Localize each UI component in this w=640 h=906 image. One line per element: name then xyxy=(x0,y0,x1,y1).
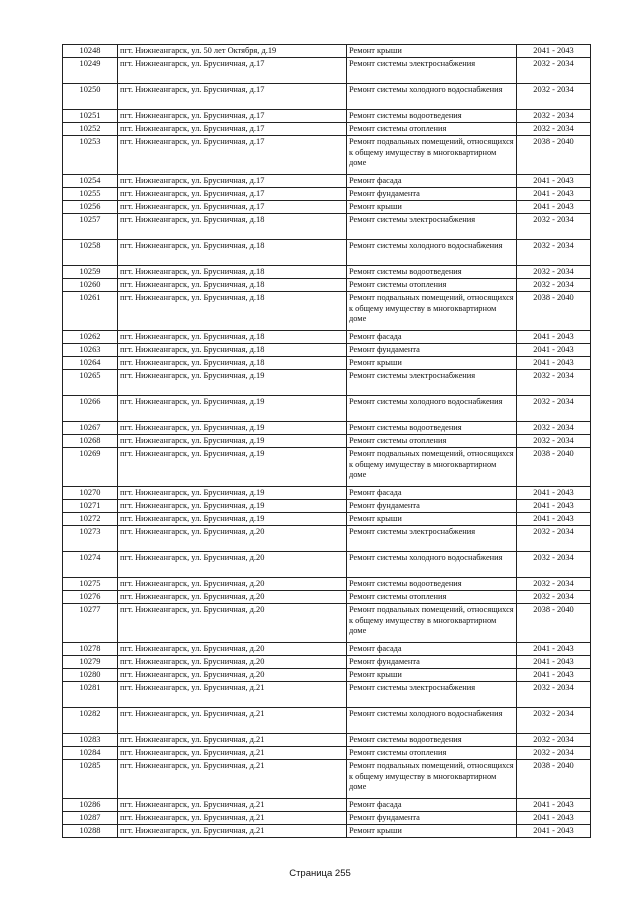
work-type-cell: Ремонт подвальных помещений, относящихся к общему имуществу в многоквартирном доме xyxy=(347,760,517,799)
row-number: 10277 xyxy=(63,604,118,643)
address-cell: пгт. Нижнеангарск, ул. Брусничная, д.19 xyxy=(118,500,347,513)
period-cell: 2038 - 2040 xyxy=(517,448,591,487)
table-row xyxy=(63,825,591,838)
table-row xyxy=(63,656,591,669)
address-cell: пгт. Нижнеангарск, ул. Брусничная, д.17 xyxy=(118,201,347,214)
table-row xyxy=(63,591,591,604)
address-cell: пгт. Нижнеангарск, ул. Брусничная, д.20 xyxy=(118,591,347,604)
row-number: 10269 xyxy=(63,448,118,487)
address-cell: пгт. Нижнеангарск, ул. Брусничная, д.17 xyxy=(118,136,347,175)
work-type-cell: Ремонт системы водоотведения xyxy=(347,734,517,747)
work-type-cell: Ремонт системы отопления xyxy=(347,435,517,448)
address-cell: пгт. Нижнеангарск, ул. Брусничная, д.21 xyxy=(118,760,347,799)
row-number: 10286 xyxy=(63,799,118,812)
row-number: 10259 xyxy=(63,266,118,279)
repair-schedule-table xyxy=(62,44,591,838)
row-number: 10260 xyxy=(63,279,118,292)
work-type-cell: Ремонт фасада xyxy=(347,799,517,812)
table-row xyxy=(63,734,591,747)
table-row xyxy=(63,487,591,500)
work-type-cell: Ремонт системы холодного водоснабжения xyxy=(347,552,517,578)
row-number: 10283 xyxy=(63,734,118,747)
address-cell: пгт. Нижнеангарск, ул. Брусничная, д.20 xyxy=(118,526,347,552)
period-cell: 2038 - 2040 xyxy=(517,292,591,331)
table-row xyxy=(63,747,591,760)
table-row xyxy=(63,240,591,266)
work-type-cell: Ремонт фасада xyxy=(347,331,517,344)
row-number: 10267 xyxy=(63,422,118,435)
period-cell: 2032 - 2034 xyxy=(517,396,591,422)
table-row xyxy=(63,370,591,396)
address-cell: пгт. Нижнеангарск, ул. Брусничная, д.18 xyxy=(118,357,347,370)
period-cell: 2041 - 2043 xyxy=(517,357,591,370)
address-cell: пгт. Нижнеангарск, ул. Брусничная, д.21 xyxy=(118,747,347,760)
row-number: 10284 xyxy=(63,747,118,760)
address-cell: пгт. Нижнеангарск, ул. Брусничная, д.20 xyxy=(118,578,347,591)
work-type-cell: Ремонт фасада xyxy=(347,487,517,500)
table-row xyxy=(63,331,591,344)
period-cell: 2032 - 2034 xyxy=(517,110,591,123)
address-cell: пгт. Нижнеангарск, ул. Брусничная, д.20 xyxy=(118,643,347,656)
period-cell: 2041 - 2043 xyxy=(517,175,591,188)
work-type-cell: Ремонт крыши xyxy=(347,45,517,58)
period-cell: 2041 - 2043 xyxy=(517,643,591,656)
period-cell: 2032 - 2034 xyxy=(517,552,591,578)
work-type-cell: Ремонт системы электроснабжения xyxy=(347,370,517,396)
work-type-cell: Ремонт системы водоотведения xyxy=(347,578,517,591)
row-number: 10253 xyxy=(63,136,118,175)
period-cell: 2032 - 2034 xyxy=(517,84,591,110)
period-cell: 2032 - 2034 xyxy=(517,422,591,435)
row-number: 10249 xyxy=(63,58,118,84)
period-cell: 2041 - 2043 xyxy=(517,669,591,682)
row-number: 10263 xyxy=(63,344,118,357)
table-row xyxy=(63,136,591,175)
period-cell: 2032 - 2034 xyxy=(517,526,591,552)
row-number: 10280 xyxy=(63,669,118,682)
period-cell: 2032 - 2034 xyxy=(517,708,591,734)
work-type-cell: Ремонт подвальных помещений, относящихся к общему имуществу в многоквартирном доме xyxy=(347,604,517,643)
address-cell: пгт. Нижнеангарск, ул. Брусничная, д.21 xyxy=(118,708,347,734)
work-type-cell: Ремонт фасада xyxy=(347,643,517,656)
period-cell: 2041 - 2043 xyxy=(517,799,591,812)
work-type-cell: Ремонт системы холодного водоснабжения xyxy=(347,84,517,110)
work-type-cell: Ремонт фасада xyxy=(347,175,517,188)
address-cell: пгт. Нижнеангарск, ул. Брусничная, д.17 xyxy=(118,110,347,123)
work-type-cell: Ремонт системы холодного водоснабжения xyxy=(347,240,517,266)
table-row xyxy=(63,578,591,591)
address-cell: пгт. Нижнеангарск, ул. Брусничная, д.18 xyxy=(118,266,347,279)
period-cell: 2041 - 2043 xyxy=(517,812,591,825)
table-row xyxy=(63,669,591,682)
table-row xyxy=(63,188,591,201)
work-type-cell: Ремонт крыши xyxy=(347,669,517,682)
table-row xyxy=(63,45,591,58)
table-body xyxy=(63,45,591,838)
period-cell: 2041 - 2043 xyxy=(517,825,591,838)
row-number: 10281 xyxy=(63,682,118,708)
work-type-cell: Ремонт фундамента xyxy=(347,656,517,669)
address-cell: пгт. Нижнеангарск, ул. Брусничная, д.18 xyxy=(118,292,347,331)
work-type-cell: Ремонт системы электроснабжения xyxy=(347,214,517,240)
row-number: 10261 xyxy=(63,292,118,331)
row-number: 10251 xyxy=(63,110,118,123)
work-type-cell: Ремонт системы электроснабжения xyxy=(347,682,517,708)
row-number: 10248 xyxy=(63,45,118,58)
row-number: 10264 xyxy=(63,357,118,370)
row-number: 10266 xyxy=(63,396,118,422)
address-cell: пгт. Нижнеангарск, ул. Брусничная, д.18 xyxy=(118,279,347,292)
address-cell: пгт. Нижнеангарск, ул. Брусничная, д.19 xyxy=(118,513,347,526)
row-number: 10285 xyxy=(63,760,118,799)
row-number: 10273 xyxy=(63,526,118,552)
table-row xyxy=(63,500,591,513)
work-type-cell: Ремонт фундамента xyxy=(347,812,517,825)
address-cell: пгт. Нижнеангарск, ул. Брусничная, д.19 xyxy=(118,396,347,422)
row-number: 10282 xyxy=(63,708,118,734)
period-cell: 2041 - 2043 xyxy=(517,188,591,201)
period-cell: 2041 - 2043 xyxy=(517,344,591,357)
address-cell: пгт. Нижнеангарск, ул. Брусничная, д.18 xyxy=(118,214,347,240)
address-cell: пгт. Нижнеангарск, ул. Брусничная, д.21 xyxy=(118,825,347,838)
work-type-cell: Ремонт системы водоотведения xyxy=(347,266,517,279)
row-number: 10288 xyxy=(63,825,118,838)
address-cell: пгт. Нижнеангарск, ул. Брусничная, д.19 xyxy=(118,422,347,435)
period-cell: 2032 - 2034 xyxy=(517,214,591,240)
address-cell: пгт. Нижнеангарск, ул. Брусничная, д.19 xyxy=(118,487,347,500)
work-type-cell: Ремонт фундамента xyxy=(347,188,517,201)
address-cell: пгт. Нижнеангарск, ул. Брусничная, д.21 xyxy=(118,734,347,747)
work-type-cell: Ремонт системы электроснабжения xyxy=(347,526,517,552)
address-cell: пгт. Нижнеангарск, ул. Брусничная, д.18 xyxy=(118,344,347,357)
period-cell: 2041 - 2043 xyxy=(517,331,591,344)
period-cell: 2041 - 2043 xyxy=(517,487,591,500)
table-row xyxy=(63,396,591,422)
table-row xyxy=(63,526,591,552)
period-cell: 2032 - 2034 xyxy=(517,58,591,84)
table-row xyxy=(63,799,591,812)
table-row xyxy=(63,58,591,84)
address-cell: пгт. Нижнеангарск, ул. Брусничная, д.19 xyxy=(118,435,347,448)
table-row xyxy=(63,643,591,656)
table-row xyxy=(63,760,591,799)
address-cell: пгт. Нижнеангарск, ул. Брусничная, д.17 xyxy=(118,123,347,136)
table-row xyxy=(63,201,591,214)
period-cell: 2032 - 2034 xyxy=(517,240,591,266)
period-cell: 2041 - 2043 xyxy=(517,201,591,214)
row-number: 10250 xyxy=(63,84,118,110)
row-number: 10258 xyxy=(63,240,118,266)
table-row xyxy=(63,448,591,487)
period-cell: 2032 - 2034 xyxy=(517,123,591,136)
row-number: 10270 xyxy=(63,487,118,500)
period-cell: 2041 - 2043 xyxy=(517,513,591,526)
page-number: Страница 255 xyxy=(289,868,351,879)
row-number: 10279 xyxy=(63,656,118,669)
row-number: 10275 xyxy=(63,578,118,591)
table-row xyxy=(63,344,591,357)
work-type-cell: Ремонт фундамента xyxy=(347,344,517,357)
work-type-cell: Ремонт крыши xyxy=(347,201,517,214)
period-cell: 2032 - 2034 xyxy=(517,682,591,708)
address-cell: пгт. Нижнеангарск, ул. Брусничная, д.20 xyxy=(118,552,347,578)
work-type-cell: Ремонт системы отопления xyxy=(347,123,517,136)
table-row xyxy=(63,812,591,825)
table-row xyxy=(63,279,591,292)
table-row xyxy=(63,84,591,110)
table-row xyxy=(63,357,591,370)
work-type-cell: Ремонт подвальных помещений, относящихся к общему имуществу в многоквартирном доме xyxy=(347,292,517,331)
address-cell: пгт. Нижнеангарск, ул. Брусничная, д.20 xyxy=(118,656,347,669)
address-cell: пгт. Нижнеангарск, ул. Брусничная, д.20 xyxy=(118,669,347,682)
period-cell: 2038 - 2040 xyxy=(517,136,591,175)
table-row xyxy=(63,604,591,643)
row-number: 10257 xyxy=(63,214,118,240)
address-cell: пгт. Нижнеангарск, ул. 50 лет Октября, д.19 xyxy=(118,45,347,58)
work-type-cell: Ремонт системы водоотведения xyxy=(347,422,517,435)
table-row xyxy=(63,292,591,331)
period-cell: 2032 - 2034 xyxy=(517,279,591,292)
work-type-cell: Ремонт крыши xyxy=(347,357,517,370)
period-cell: 2032 - 2034 xyxy=(517,578,591,591)
work-type-cell: Ремонт фундамента xyxy=(347,500,517,513)
address-cell: пгт. Нижнеангарск, ул. Брусничная, д.17 xyxy=(118,188,347,201)
row-number: 10271 xyxy=(63,500,118,513)
work-type-cell: Ремонт крыши xyxy=(347,825,517,838)
work-type-cell: Ремонт подвальных помещений, относящихся к общему имуществу в многоквартирном доме xyxy=(347,448,517,487)
period-cell: 2041 - 2043 xyxy=(517,45,591,58)
row-number: 10274 xyxy=(63,552,118,578)
period-cell: 2041 - 2043 xyxy=(517,656,591,669)
work-type-cell: Ремонт системы электроснабжения xyxy=(347,58,517,84)
address-cell: пгт. Нижнеангарск, ул. Брусничная, д.20 xyxy=(118,604,347,643)
period-cell: 2032 - 2034 xyxy=(517,591,591,604)
address-cell: пгт. Нижнеангарск, ул. Брусничная, д.17 xyxy=(118,84,347,110)
work-type-cell: Ремонт крыши xyxy=(347,513,517,526)
period-cell: 2038 - 2040 xyxy=(517,604,591,643)
row-number: 10287 xyxy=(63,812,118,825)
work-type-cell: Ремонт системы отопления xyxy=(347,747,517,760)
work-type-cell: Ремонт системы водоотведения xyxy=(347,110,517,123)
address-cell: пгт. Нижнеангарск, ул. Брусничная, д.21 xyxy=(118,799,347,812)
address-cell: пгт. Нижнеангарск, ул. Брусничная, д.21 xyxy=(118,682,347,708)
address-cell: пгт. Нижнеангарск, ул. Брусничная, д.18 xyxy=(118,240,347,266)
period-cell: 2032 - 2034 xyxy=(517,266,591,279)
address-cell: пгт. Нижнеангарск, ул. Брусничная, д.17 xyxy=(118,58,347,84)
table-row xyxy=(63,682,591,708)
period-cell: 2041 - 2043 xyxy=(517,500,591,513)
table-row xyxy=(63,513,591,526)
period-cell: 2038 - 2040 xyxy=(517,760,591,799)
row-number: 10272 xyxy=(63,513,118,526)
table-row xyxy=(63,422,591,435)
row-number: 10254 xyxy=(63,175,118,188)
table-row xyxy=(63,123,591,136)
table-row xyxy=(63,435,591,448)
address-cell: пгт. Нижнеангарск, ул. Брусничная, д.19 xyxy=(118,448,347,487)
period-cell: 2032 - 2034 xyxy=(517,435,591,448)
table-row xyxy=(63,214,591,240)
row-number: 10262 xyxy=(63,331,118,344)
work-type-cell: Ремонт системы холодного водоснабжения xyxy=(347,708,517,734)
work-type-cell: Ремонт подвальных помещений, относящихся к общему имуществу в многоквартирном доме xyxy=(347,136,517,175)
table-row xyxy=(63,175,591,188)
period-cell: 2032 - 2034 xyxy=(517,734,591,747)
row-number: 10252 xyxy=(63,123,118,136)
row-number: 10278 xyxy=(63,643,118,656)
row-number: 10256 xyxy=(63,201,118,214)
work-type-cell: Ремонт системы отопления xyxy=(347,279,517,292)
table-row xyxy=(63,552,591,578)
row-number: 10268 xyxy=(63,435,118,448)
period-cell: 2032 - 2034 xyxy=(517,747,591,760)
row-number: 10276 xyxy=(63,591,118,604)
address-cell: пгт. Нижнеангарск, ул. Брусничная, д.19 xyxy=(118,370,347,396)
period-cell: 2032 - 2034 xyxy=(517,370,591,396)
work-type-cell: Ремонт системы холодного водоснабжения xyxy=(347,396,517,422)
table-row xyxy=(63,110,591,123)
work-type-cell: Ремонт системы отопления xyxy=(347,591,517,604)
table-row xyxy=(63,708,591,734)
table-row xyxy=(63,266,591,279)
address-cell: пгт. Нижнеангарск, ул. Брусничная, д.21 xyxy=(118,812,347,825)
address-cell: пгт. Нижнеангарск, ул. Брусничная, д.18 xyxy=(118,331,347,344)
row-number: 10265 xyxy=(63,370,118,396)
address-cell: пгт. Нижнеангарск, ул. Брусничная, д.17 xyxy=(118,175,347,188)
row-number: 10255 xyxy=(63,188,118,201)
